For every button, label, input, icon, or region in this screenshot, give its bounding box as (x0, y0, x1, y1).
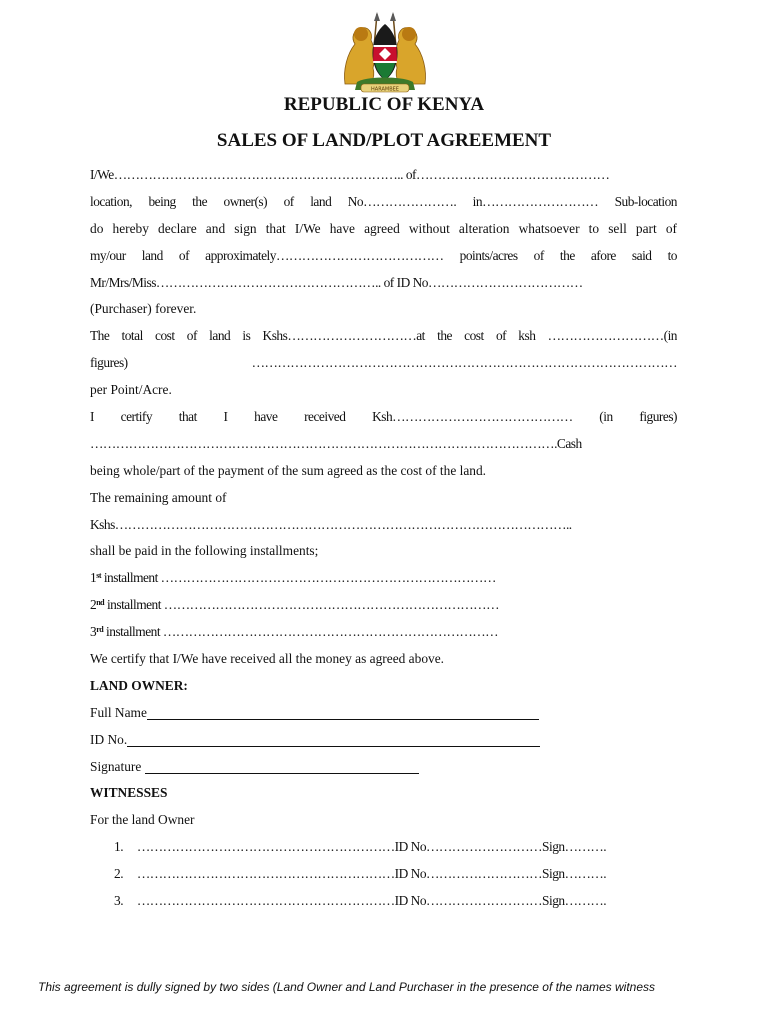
installment-2-suffix: nd (96, 598, 105, 608)
footer-note: This agreement is dully signed by two sides (Land Owner and Land Purchaser in the presence of the names witness (38, 980, 656, 994)
witness-sign-field[interactable]: ………. (564, 839, 607, 855)
signature-row (90, 754, 677, 781)
installment-2-number: 2 (90, 597, 97, 613)
kenya-coat-of-arms-icon (337, 10, 433, 94)
land-number-line: location, being the owner(s) of land No…………………. in……………………… Sub-location (90, 193, 677, 209)
country-heading: REPUBLIC OF KENYA (283, 94, 485, 115)
payment-line: being whole/part of the payment of the sum agreed as the cost of the land. (90, 462, 487, 478)
witness-id-label: ID No (394, 866, 427, 882)
installment-2-text: installment …………………………………………………………………… (104, 597, 499, 613)
installment-1-number: 1 (90, 570, 97, 586)
installments-intro: shall be paid in the following installments; (90, 543, 319, 559)
witness-row-1 (90, 834, 677, 861)
witness-row-3 (90, 888, 677, 915)
installment-1-text: installment …………………………………………………………………… (100, 570, 496, 586)
cash-line: ……………………………………………………………………………………………….Cash (90, 435, 582, 451)
kshs-line: Kshs…………………………………………………………………………………………….. (90, 516, 572, 532)
signature-field[interactable] (145, 760, 419, 774)
land-owner-heading: LAND OWNER: (90, 677, 188, 693)
witness-sign-label: Sign (542, 893, 565, 909)
document-title: SALES OF LAND/PLOT AGREEMENT (216, 130, 552, 151)
witness-id-label: ID No (394, 893, 427, 909)
installment-3-text: installment …………………………………………………………………… (103, 624, 499, 640)
id-row (90, 727, 677, 754)
witnesses-subheading: For the land Owner (90, 812, 195, 828)
received-line: I certify that I have received Ksh…………………………………… (in figures) (90, 409, 677, 425)
witness-id-field[interactable]: ……………………… (426, 866, 543, 882)
full-name-row (90, 700, 677, 727)
agreement-body (90, 162, 677, 915)
witness-number: 2. (114, 866, 124, 882)
id-label: ID No. (90, 731, 128, 747)
witness-name-field[interactable]: …………………………………………………… (136, 893, 395, 909)
witness-number: 1. (114, 839, 124, 855)
witness-name-field[interactable]: …………………………………………………… (136, 839, 395, 855)
witness-id-label: ID No (394, 839, 427, 855)
remaining-amount-line: The remaining amount of (90, 489, 227, 505)
received-money-line: We certify that I/We have received all the money as agreed above. (90, 651, 445, 667)
installment-1-suffix: st (96, 571, 101, 581)
witness-sign-label: Sign (542, 839, 565, 855)
witnesses-heading: WITNESSES (90, 785, 168, 801)
total-cost-line: The total cost of land is Kshs…………………………at the cost of ksh ………………………(in (90, 328, 677, 344)
witness-row-2 (90, 861, 677, 888)
purchaser-forever-line: (Purchaser) forever. (90, 301, 197, 317)
figures-line: figures) ……………………………………………………………………………………… (90, 355, 677, 371)
witness-sign-field[interactable]: ………. (564, 893, 607, 909)
installment-3 (90, 619, 677, 646)
witness-id-field[interactable]: ……………………… (426, 893, 543, 909)
full-name-field[interactable] (147, 706, 539, 720)
id-field[interactable] (127, 733, 540, 747)
witness-number: 3. (114, 893, 124, 909)
witness-sign-field[interactable]: ………. (564, 866, 607, 882)
purchaser-line: Mr/Mrs/Miss…………………………………………….. of ID No……………………………… (90, 274, 583, 290)
declaration-line: do hereby declare and sign that I/We have agreed without alteration whatsoever to sell part of (90, 220, 677, 236)
witness-sign-label: Sign (542, 866, 565, 882)
installment-2 (90, 592, 677, 619)
witness-name-field[interactable]: …………………………………………………… (136, 866, 395, 882)
installment-3-number: 3 (90, 624, 97, 640)
emblem-motto: HARAMBEE (371, 86, 399, 93)
seller-name-line: I/We………………………………………………………….. of……………………………………… (90, 167, 610, 182)
installment-3-suffix: rd (96, 625, 104, 635)
installment-1 (90, 565, 677, 592)
signature-label: Signature (90, 758, 142, 774)
per-point-line: per Point/Acre. (90, 382, 172, 398)
witness-id-field[interactable]: ……………………… (426, 839, 543, 855)
land-size-line: my/our land of approximately………………………………… points/acres of the afore said to (90, 247, 677, 263)
full-name-label: Full Name (90, 704, 147, 720)
